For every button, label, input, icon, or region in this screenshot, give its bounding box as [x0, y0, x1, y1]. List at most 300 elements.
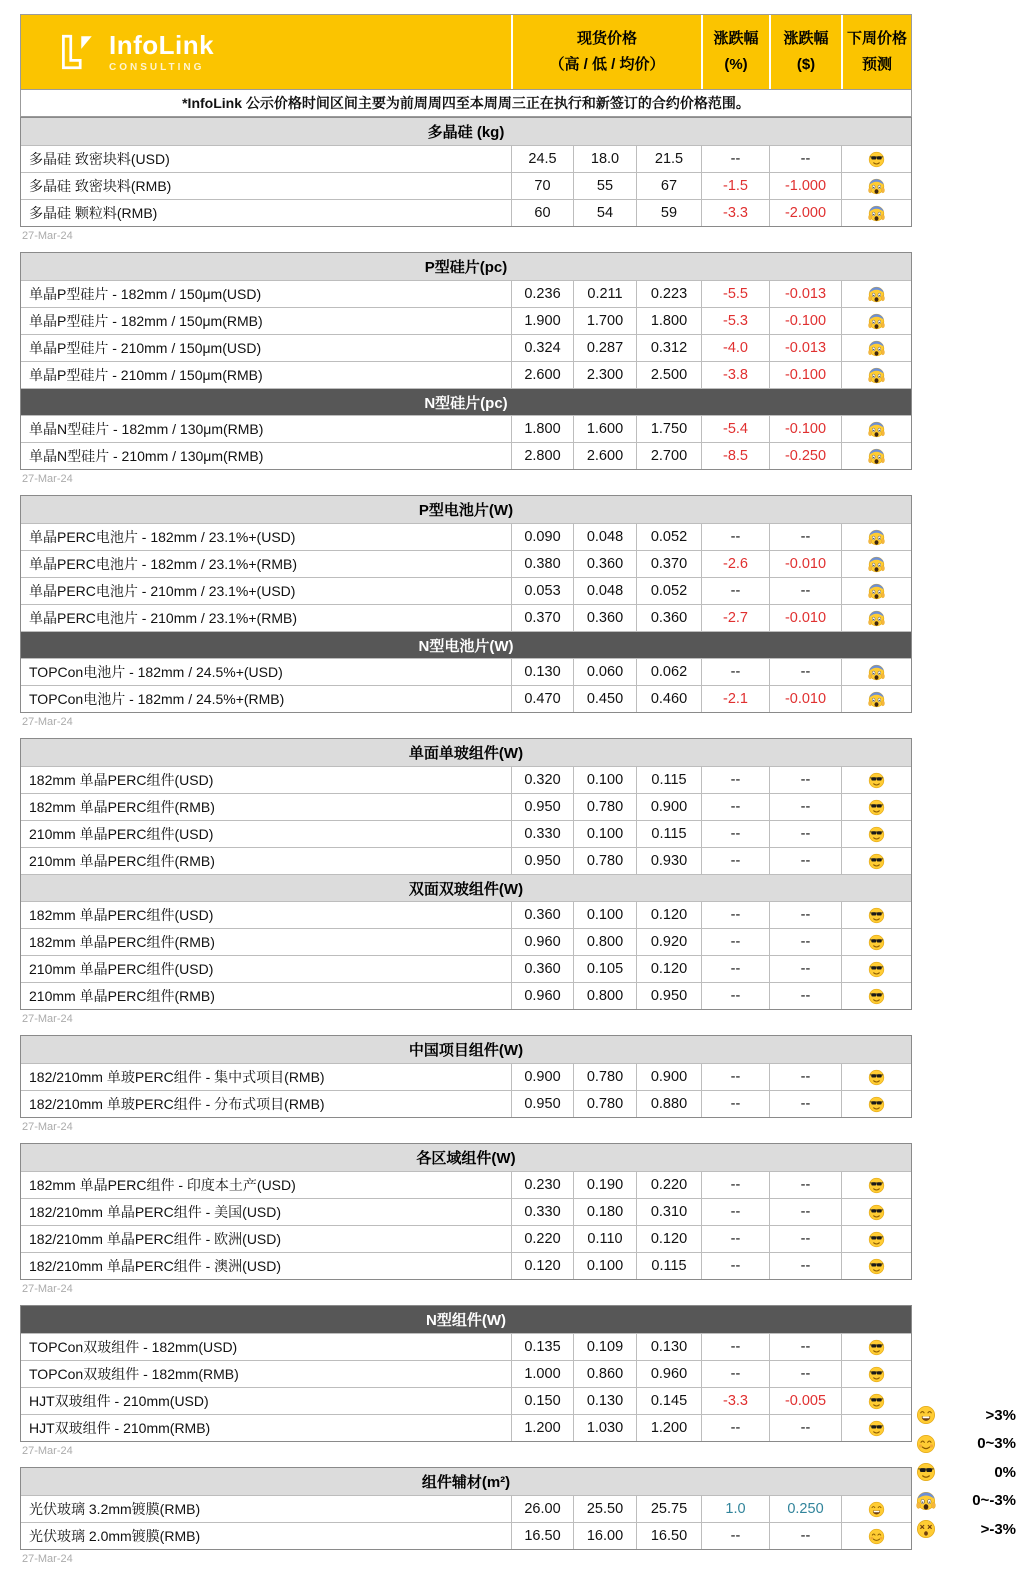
price-avg: 0.900 [636, 1064, 701, 1090]
price-row [21, 604, 911, 631]
price-table [20, 738, 912, 1010]
change-pct: -- [701, 1334, 769, 1360]
price-high: 0.950 [511, 794, 573, 820]
price-high: 0.960 [511, 983, 573, 1009]
price-high: 0.900 [511, 1064, 573, 1090]
brand-text [109, 29, 215, 73]
price-low: 1.600 [573, 416, 636, 442]
change-usd: -0.010 [769, 551, 841, 577]
smile-emoji-icon [916, 1434, 936, 1454]
price-row [21, 685, 911, 712]
cool-emoji-icon [841, 983, 911, 1009]
price-row [21, 955, 911, 982]
price-row [21, 901, 911, 928]
section-header: 中国项目组件(W) [21, 1036, 911, 1063]
price-avg: 0.930 [636, 848, 701, 874]
price-low: 0.360 [573, 551, 636, 577]
price-high: 0.120 [511, 1253, 573, 1279]
change-usd: -- [769, 1523, 841, 1549]
price-high: 0.330 [511, 821, 573, 847]
change-pct: -5.4 [701, 416, 769, 442]
change-pct: -- [701, 146, 769, 172]
price-high: 0.950 [511, 848, 573, 874]
change-pct: -- [701, 1226, 769, 1252]
price-low: 1.030 [573, 1415, 636, 1441]
change-pct: -3.3 [701, 1388, 769, 1414]
price-row [21, 199, 911, 226]
price-avg: 0.130 [636, 1334, 701, 1360]
section-header: N型硅片(pc) [21, 388, 911, 415]
price-low: 0.109 [573, 1334, 636, 1360]
product-name: 单晶P型硅片 - 210mm / 150μm(RMB) [29, 367, 263, 383]
price-high: 1.200 [511, 1415, 573, 1441]
section-header: N型组件(W) [21, 1306, 911, 1333]
price-avg: 67 [636, 173, 701, 199]
change-usd: -- [769, 1226, 841, 1252]
price-row [21, 1225, 911, 1252]
price-low: 55 [573, 173, 636, 199]
change-pct: -- [701, 1091, 769, 1117]
product-name: 182/210mm 单晶PERC组件 - 澳洲(USD) [29, 1258, 282, 1274]
price-high: 0.324 [511, 335, 573, 361]
legend-label: >3% [985, 1406, 1016, 1424]
price-avg: 0.950 [636, 983, 701, 1009]
change-pct: -- [701, 1199, 769, 1225]
price-avg: 0.920 [636, 929, 701, 955]
price-row [21, 523, 911, 550]
price-high: 0.370 [511, 605, 573, 631]
section-date: 27-Mar-24 [22, 1013, 73, 1025]
product-name: 单晶PERC电池片 - 182mm / 23.1%+(USD) [29, 529, 296, 545]
price-avg: 0.115 [636, 767, 701, 793]
price-row [21, 1252, 911, 1279]
product-name: 182/210mm 单晶PERC组件 - 欧洲(USD) [29, 1231, 282, 1247]
price-avg: 0.062 [636, 659, 701, 685]
price-high: 16.50 [511, 1523, 573, 1549]
section-date: 27-Mar-24 [22, 1445, 73, 1457]
price-row [21, 334, 911, 361]
product-name: 光伏玻璃 2.0mm镀膜(RMB) [29, 1528, 201, 1544]
section-header: P型电池片(W) [21, 496, 911, 523]
price-high: 0.960 [511, 929, 573, 955]
price-avg: 0.900 [636, 794, 701, 820]
section-date: 27-Mar-24 [22, 1283, 73, 1295]
legend-label: 0% [994, 1463, 1016, 1481]
price-low: 0.800 [573, 929, 636, 955]
scream-emoji-icon [916, 1491, 936, 1511]
price-avg: 21.5 [636, 146, 701, 172]
price-high: 0.380 [511, 551, 573, 577]
scream-emoji-icon [841, 416, 911, 442]
change-pct: -- [701, 1064, 769, 1090]
price-high: 60 [511, 200, 573, 226]
price-row [21, 1414, 911, 1441]
cool-emoji-icon [841, 821, 911, 847]
product-name: 182mm 单晶PERC组件(RMB) [29, 934, 215, 950]
price-avg: 59 [636, 200, 701, 226]
change-pct: -2.7 [701, 605, 769, 631]
product-name: 182mm 单晶PERC组件(RMB) [29, 799, 215, 815]
price-high: 0.320 [511, 767, 573, 793]
product-name: 多晶硅 致密块料(RMB) [29, 178, 172, 194]
column-header-pct-line1: 涨跌幅 [713, 29, 759, 47]
cool-emoji-icon [841, 1226, 911, 1252]
change-pct: 1.0 [701, 1496, 769, 1522]
change-pct: -- [701, 1361, 769, 1387]
price-row [21, 1495, 911, 1522]
price-row [21, 982, 911, 1009]
cool-emoji-icon [841, 146, 911, 172]
change-usd: -0.100 [769, 416, 841, 442]
change-usd: -- [769, 848, 841, 874]
change-usd: -- [769, 1334, 841, 1360]
cool-emoji-icon [916, 1462, 936, 1482]
product-name: 210mm 单晶PERC组件(RMB) [29, 988, 215, 1004]
scream-emoji-icon [841, 308, 911, 334]
product-name: 210mm 单晶PERC组件(USD) [29, 961, 214, 977]
product-name: TOPCon电池片 - 182mm / 24.5%+(USD) [29, 664, 283, 680]
brand-cell [21, 15, 511, 89]
column-header-spot-line2: （高 / 低 / 均价） [549, 56, 665, 73]
price-high: 0.220 [511, 1226, 573, 1252]
scream-emoji-icon [841, 362, 911, 388]
change-usd: -- [769, 1361, 841, 1387]
cool-emoji-icon [841, 1415, 911, 1441]
change-usd: -0.013 [769, 335, 841, 361]
price-row [21, 658, 911, 685]
price-high: 0.236 [511, 281, 573, 307]
change-usd: -- [769, 821, 841, 847]
product-name: 182mm 单晶PERC组件(USD) [29, 772, 214, 788]
change-pct: -- [701, 929, 769, 955]
legend-label: 0~-3% [972, 1492, 1016, 1510]
product-name: 单晶N型硅片 - 182mm / 130μm(RMB) [29, 421, 264, 437]
price-low: 2.300 [573, 362, 636, 388]
product-name: 多晶硅 颗粒料(RMB) [29, 205, 158, 221]
product-name: 单晶PERC电池片 - 210mm / 23.1%+(USD) [29, 583, 296, 599]
legend-label: >-3% [980, 1520, 1016, 1538]
column-header-forecast [841, 15, 911, 89]
product-name: 单晶PERC电池片 - 182mm / 23.1%+(RMB) [29, 556, 297, 572]
change-pct: -1.5 [701, 173, 769, 199]
price-avg: 0.120 [636, 956, 701, 982]
product-name: 182/210mm 单晶PERC组件 - 美国(USD) [29, 1204, 282, 1220]
price-low: 0.105 [573, 956, 636, 982]
change-usd: -0.100 [769, 362, 841, 388]
price-row [21, 442, 911, 469]
section-date: 27-Mar-24 [22, 473, 73, 485]
price-row [21, 793, 911, 820]
column-header-usd-line1: 涨跌幅 [783, 29, 829, 47]
forecast-legend [916, 1401, 1016, 1544]
price-low: 0.860 [573, 1361, 636, 1387]
change-usd: -0.013 [769, 281, 841, 307]
price-row [21, 1090, 911, 1117]
change-pct: -8.5 [701, 443, 769, 469]
change-usd: -0.250 [769, 443, 841, 469]
change-usd: -- [769, 767, 841, 793]
section-date: 27-Mar-24 [22, 1553, 73, 1565]
product-name: 多晶硅 致密块料(USD) [29, 151, 170, 167]
change-pct: -2.6 [701, 551, 769, 577]
change-usd: -- [769, 1064, 841, 1090]
change-usd: -- [769, 956, 841, 982]
price-high: 0.950 [511, 1091, 573, 1117]
scream-emoji-icon [841, 443, 911, 469]
price-avg: 0.310 [636, 1199, 701, 1225]
price-row [21, 145, 911, 172]
price-avg: 0.460 [636, 686, 701, 712]
price-table [20, 1143, 912, 1280]
price-table [20, 117, 912, 227]
column-header-spot-price [511, 15, 701, 89]
product-name: 182mm 单晶PERC组件(USD) [29, 907, 214, 923]
price-high: 0.150 [511, 1388, 573, 1414]
change-pct: -5.3 [701, 308, 769, 334]
price-avg: 0.312 [636, 335, 701, 361]
legend-item [916, 1401, 1016, 1430]
price-avg: 0.052 [636, 578, 701, 604]
price-low: 0.100 [573, 1253, 636, 1279]
price-avg: 0.120 [636, 1226, 701, 1252]
price-avg: 0.145 [636, 1388, 701, 1414]
price-row [21, 820, 911, 847]
change-usd: -- [769, 578, 841, 604]
product-name: 182/210mm 单玻PERC组件 - 集中式项目(RMB) [29, 1069, 325, 1085]
cool-emoji-icon [841, 1172, 911, 1198]
price-avg: 0.120 [636, 902, 701, 928]
legend-item [916, 1487, 1016, 1516]
legend-item [916, 1515, 1016, 1544]
price-low: 54 [573, 200, 636, 226]
cool-emoji-icon [841, 1361, 911, 1387]
price-high: 2.800 [511, 443, 573, 469]
cool-emoji-icon [841, 902, 911, 928]
infolink-logo-icon [55, 31, 97, 73]
price-avg: 1.200 [636, 1415, 701, 1441]
scream-emoji-icon [841, 551, 911, 577]
cool-emoji-icon [841, 794, 911, 820]
product-name: 182/210mm 单玻PERC组件 - 分布式项目(RMB) [29, 1096, 325, 1112]
price-low: 16.00 [573, 1523, 636, 1549]
section-header: N型电池片(W) [21, 631, 911, 658]
price-row [21, 550, 911, 577]
change-pct: -3.8 [701, 362, 769, 388]
price-high: 70 [511, 173, 573, 199]
price-low: 0.100 [573, 821, 636, 847]
price-avg: 0.115 [636, 1253, 701, 1279]
change-pct: -2.1 [701, 686, 769, 712]
section-header: 组件辅材(m²) [21, 1468, 911, 1495]
price-low: 25.50 [573, 1496, 636, 1522]
price-low: 0.800 [573, 983, 636, 1009]
column-header-forecast-line2: 预测 [861, 56, 892, 73]
change-pct: -4.0 [701, 335, 769, 361]
cool-emoji-icon [841, 1253, 911, 1279]
price-row [21, 577, 911, 604]
price-avg: 25.75 [636, 1496, 701, 1522]
price-row [21, 1522, 911, 1549]
cool-emoji-icon [841, 767, 911, 793]
change-usd: 0.250 [769, 1496, 841, 1522]
column-header-usd-line2: ($) [796, 56, 816, 73]
price-high: 0.090 [511, 524, 573, 550]
product-name: 单晶PERC电池片 - 210mm / 23.1%+(RMB) [29, 610, 297, 626]
price-avg: 16.50 [636, 1523, 701, 1549]
price-row [21, 280, 911, 307]
legend-item [916, 1430, 1016, 1459]
price-high: 1.800 [511, 416, 573, 442]
price-low: 0.060 [573, 659, 636, 685]
product-name: 210mm 单晶PERC组件(RMB) [29, 853, 215, 869]
change-pct: -- [701, 524, 769, 550]
scream-emoji-icon [841, 578, 911, 604]
price-low: 0.100 [573, 767, 636, 793]
price-row [21, 766, 911, 793]
infolink-logo [55, 31, 214, 73]
brand-bar [21, 15, 911, 89]
price-low: 0.780 [573, 1064, 636, 1090]
price-low: 2.600 [573, 443, 636, 469]
brand-name: InfoLink [109, 29, 215, 60]
price-row [21, 1063, 911, 1090]
section-header: 多晶硅 (kg) [21, 118, 911, 145]
price-avg: 0.960 [636, 1361, 701, 1387]
change-pct: -- [701, 956, 769, 982]
grin-emoji-icon [841, 1496, 911, 1522]
column-header-pct-line2: (%) [724, 56, 748, 73]
legend-item [916, 1458, 1016, 1487]
price-avg: 2.500 [636, 362, 701, 388]
cool-emoji-icon [841, 1388, 911, 1414]
price-low: 0.450 [573, 686, 636, 712]
price-row [21, 361, 911, 388]
product-name: 单晶P型硅片 - 182mm / 150μm(USD) [29, 286, 262, 302]
price-high: 0.470 [511, 686, 573, 712]
price-low: 18.0 [573, 146, 636, 172]
column-header-forecast-line1: 下周价格 [846, 29, 907, 47]
price-table [20, 1305, 912, 1442]
price-low: 0.100 [573, 902, 636, 928]
change-usd: -2.000 [769, 200, 841, 226]
cool-emoji-icon [841, 1334, 911, 1360]
change-usd: -0.005 [769, 1388, 841, 1414]
scream-emoji-icon [841, 200, 911, 226]
scream-emoji-icon [841, 281, 911, 307]
cool-emoji-icon [841, 1064, 911, 1090]
change-pct: -- [701, 794, 769, 820]
price-low: 0.287 [573, 335, 636, 361]
price-low: 0.211 [573, 281, 636, 307]
price-row [21, 1333, 911, 1360]
change-pct: -- [701, 1523, 769, 1549]
column-header-change-pct [701, 15, 769, 89]
price-avg: 0.880 [636, 1091, 701, 1117]
scream-emoji-icon [841, 173, 911, 199]
price-avg: 2.700 [636, 443, 701, 469]
price-high: 24.5 [511, 146, 573, 172]
change-pct: -- [701, 983, 769, 1009]
change-usd: -- [769, 146, 841, 172]
price-avg: 1.800 [636, 308, 701, 334]
price-avg: 0.360 [636, 605, 701, 631]
price-row [21, 1171, 911, 1198]
price-avg: 0.220 [636, 1172, 701, 1198]
price-high: 2.600 [511, 362, 573, 388]
column-header-change-usd [769, 15, 841, 89]
cool-emoji-icon [841, 1091, 911, 1117]
change-pct: -- [701, 848, 769, 874]
price-low: 0.130 [573, 1388, 636, 1414]
price-row [21, 928, 911, 955]
change-usd: -0.100 [769, 308, 841, 334]
price-low: 0.110 [573, 1226, 636, 1252]
change-pct: -- [701, 1253, 769, 1279]
change-usd: -1.000 [769, 173, 841, 199]
change-pct: -- [701, 767, 769, 793]
section-date: 27-Mar-24 [22, 230, 73, 242]
price-row [21, 1360, 911, 1387]
product-name: HJT双玻组件 - 210mm(RMB) [29, 1420, 211, 1436]
product-name: 单晶P型硅片 - 182mm / 150μm(RMB) [29, 313, 263, 329]
change-usd: -- [769, 524, 841, 550]
change-usd: -- [769, 1415, 841, 1441]
change-pct: -- [701, 1415, 769, 1441]
price-high: 0.330 [511, 1199, 573, 1225]
product-name: 单晶P型硅片 - 210mm / 150μm(USD) [29, 340, 262, 356]
cool-emoji-icon [841, 1199, 911, 1225]
price-high: 0.053 [511, 578, 573, 604]
price-row [21, 415, 911, 442]
change-usd: -- [769, 983, 841, 1009]
price-low: 0.180 [573, 1199, 636, 1225]
price-period-note: *InfoLink 公示价格时间区间主要为前周周四至本周周三正在执行和新签订的合约价格范围。 [21, 89, 911, 116]
price-high: 1.900 [511, 308, 573, 334]
price-low: 0.048 [573, 578, 636, 604]
price-avg: 0.370 [636, 551, 701, 577]
price-avg: 0.223 [636, 281, 701, 307]
report-header [20, 14, 912, 117]
price-row [21, 172, 911, 199]
price-row [21, 1387, 911, 1414]
scream-emoji-icon [841, 686, 911, 712]
product-name: TOPCon双玻组件 - 182mm(RMB) [29, 1366, 239, 1382]
price-report [20, 14, 912, 1567]
price-high: 0.135 [511, 1334, 573, 1360]
price-row [21, 847, 911, 874]
change-pct: -5.5 [701, 281, 769, 307]
price-avg: 1.750 [636, 416, 701, 442]
price-high: 0.230 [511, 1172, 573, 1198]
change-usd: -- [769, 1172, 841, 1198]
change-usd: -- [769, 902, 841, 928]
cool-emoji-icon [841, 929, 911, 955]
price-row [21, 1198, 911, 1225]
price-high: 0.360 [511, 956, 573, 982]
price-low: 0.360 [573, 605, 636, 631]
price-high: 26.00 [511, 1496, 573, 1522]
price-table [20, 495, 912, 713]
grin-emoji-icon [916, 1405, 936, 1425]
price-high: 1.000 [511, 1361, 573, 1387]
price-low: 0.780 [573, 848, 636, 874]
change-pct: -- [701, 1172, 769, 1198]
change-pct: -- [701, 659, 769, 685]
change-usd: -- [769, 794, 841, 820]
price-table [20, 252, 912, 470]
product-name: TOPCon电池片 - 182mm / 24.5%+(RMB) [29, 691, 285, 707]
price-row [21, 307, 911, 334]
